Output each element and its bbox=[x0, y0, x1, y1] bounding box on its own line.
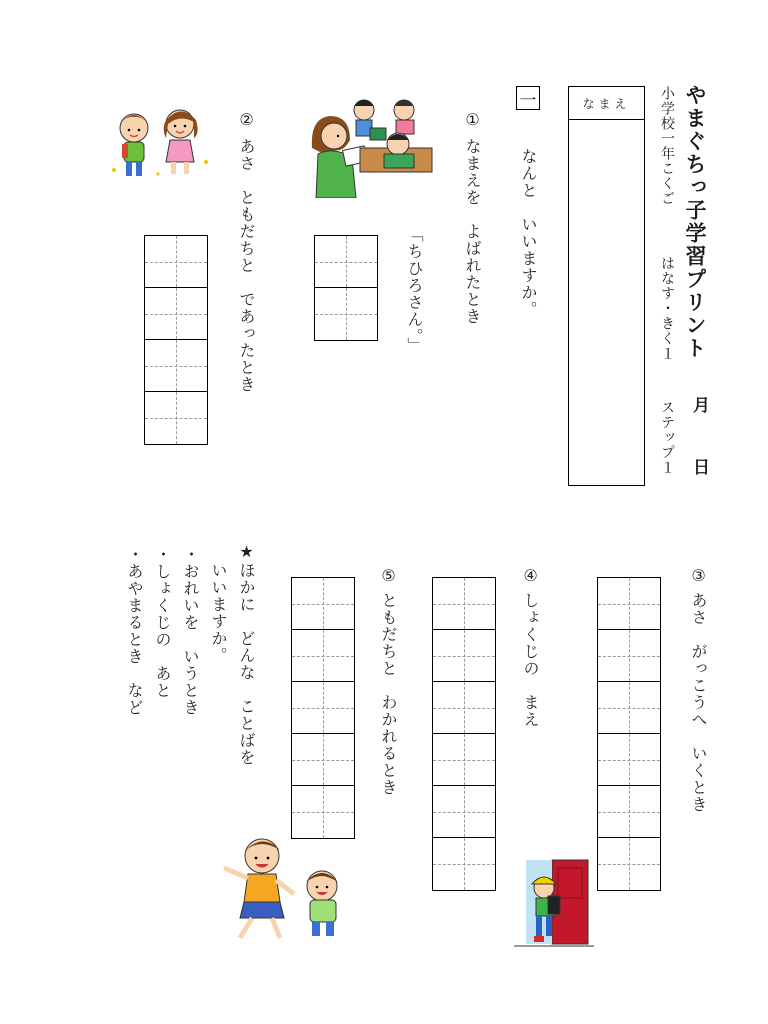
question-5-number: ⑤ bbox=[379, 566, 398, 586]
answer-cell[interactable] bbox=[433, 786, 495, 838]
step-label: ステップ１ bbox=[659, 400, 675, 475]
answer-cell[interactable] bbox=[433, 682, 495, 734]
grade-subject: 小学校一年こくご bbox=[659, 86, 675, 206]
answer-cell[interactable] bbox=[292, 578, 354, 630]
classroom-illustration bbox=[300, 88, 436, 198]
day-label: 日 bbox=[689, 458, 709, 475]
answer-cell[interactable] bbox=[292, 630, 354, 682]
boy-figure bbox=[120, 114, 148, 176]
answer-cell[interactable] bbox=[598, 578, 660, 630]
answer-cell[interactable] bbox=[145, 288, 207, 340]
name-box[interactable] bbox=[568, 86, 645, 486]
answer-cell[interactable] bbox=[292, 734, 354, 786]
extra-item-3: ・あやまるとき など bbox=[125, 546, 144, 716]
answer-cell[interactable] bbox=[598, 630, 660, 682]
question-2-text: あさ ともだちと であったとき bbox=[237, 138, 256, 393]
name-box-label: なまえ bbox=[569, 87, 644, 120]
walking-kids-illustration bbox=[210, 830, 358, 950]
boy-walking bbox=[306, 871, 338, 936]
question-1-text: なまえを よばれたとき bbox=[463, 138, 482, 325]
answer-box-4[interactable] bbox=[432, 577, 496, 891]
extra-prompt-lead2: いいますか。 bbox=[209, 562, 228, 664]
answer-cell[interactable] bbox=[598, 682, 660, 734]
door-child-illustration bbox=[514, 856, 594, 948]
answer-box-3[interactable] bbox=[597, 577, 661, 891]
answer-cell[interactable] bbox=[433, 838, 495, 890]
answer-cell[interactable] bbox=[145, 340, 207, 392]
worksheet-title: やまぐちっ子学習プリント bbox=[683, 84, 707, 360]
question-4-text: しょくじの まえ bbox=[521, 592, 540, 728]
question-1-number: ① bbox=[463, 110, 482, 130]
answer-cell[interactable] bbox=[598, 786, 660, 838]
answer-box-1[interactable] bbox=[314, 235, 378, 341]
answer-cell[interactable] bbox=[315, 236, 377, 288]
extra-item-1: ・おれいを いうとき bbox=[181, 546, 200, 716]
question-3-text: あさ がっこうへ いくとき bbox=[689, 592, 708, 813]
girl-figure bbox=[164, 110, 198, 174]
month-label: 月 bbox=[689, 396, 709, 413]
girl-walking bbox=[224, 839, 294, 938]
question-5-text: ともだちと わかれるとき bbox=[379, 592, 398, 796]
answer-cell[interactable] bbox=[145, 392, 207, 444]
answer-cell[interactable] bbox=[315, 288, 377, 340]
question-1-example: 「ちひろさん。」 bbox=[405, 226, 424, 354]
answer-cell[interactable] bbox=[433, 630, 495, 682]
extra-item-2: ・しょくじの あと bbox=[153, 546, 172, 699]
answer-cell[interactable] bbox=[433, 578, 495, 630]
question-4-number: ④ bbox=[521, 566, 540, 586]
answer-cell[interactable] bbox=[598, 838, 660, 890]
answer-cell[interactable] bbox=[598, 734, 660, 786]
extra-prompt-lead: ★ほかに どんな ことばを bbox=[237, 542, 256, 766]
answer-box-2[interactable] bbox=[144, 235, 208, 445]
question-3-number: ③ bbox=[689, 566, 708, 586]
unit-name: はなす・きく１ bbox=[659, 256, 675, 361]
section-number: 一 bbox=[516, 86, 540, 110]
answer-box-5[interactable] bbox=[291, 577, 355, 839]
answer-cell[interactable] bbox=[145, 236, 207, 288]
section-instruction: なんと いいますか。 bbox=[519, 148, 538, 318]
students-figures bbox=[354, 100, 432, 172]
answer-cell[interactable] bbox=[433, 734, 495, 786]
kids-illustration bbox=[108, 100, 212, 182]
question-2-number: ② bbox=[237, 110, 256, 130]
answer-cell[interactable] bbox=[292, 682, 354, 734]
